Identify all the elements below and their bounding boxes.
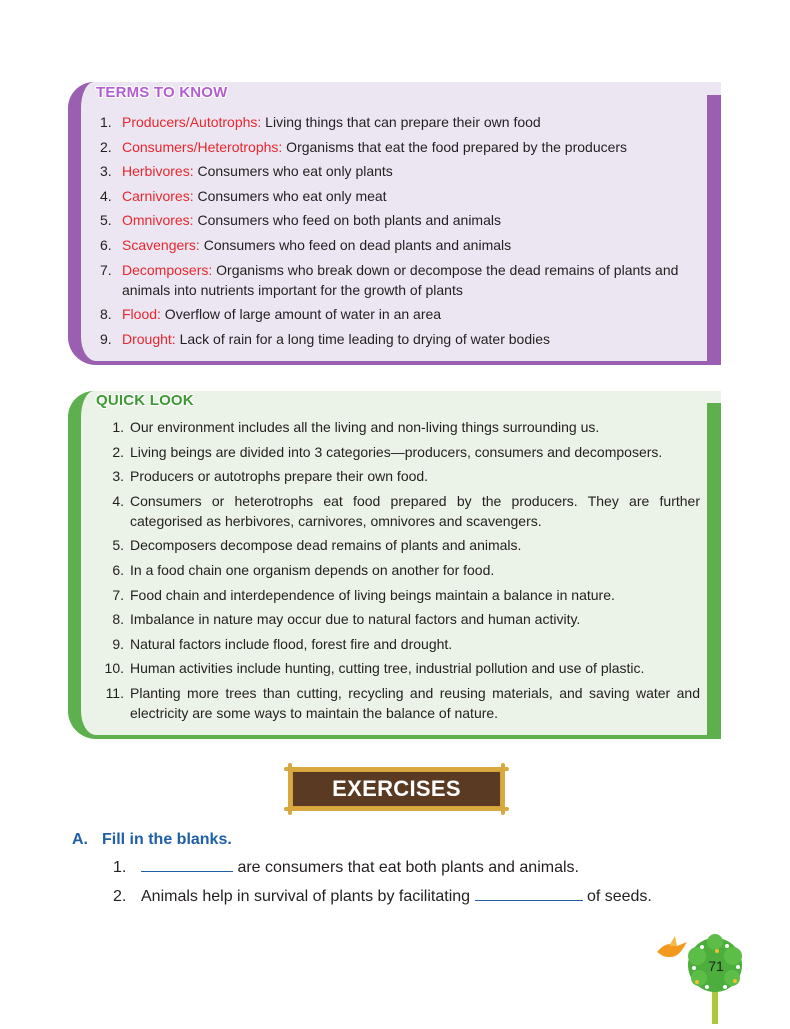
term-definition: Consumers who feed on dead plants and animals	[199, 236, 512, 253]
terms-list	[100, 112, 702, 353]
quick-item: 9. Natural factors include flood, forest fire and drought.	[112, 635, 453, 652]
section-letter: A.	[72, 831, 88, 848]
exercises-title: EXERCISES	[332, 776, 461, 801]
term-definition: Overflow of large amount of water in an area	[160, 306, 442, 323]
term-name: Decomposers:	[122, 261, 213, 278]
term-definition: Living things that can prepare their own food	[261, 114, 541, 130]
term-name: Scavengers:	[122, 236, 200, 253]
quick-item: 3. Producers or autotrophs prepare their own food.	[112, 468, 429, 485]
section-instruction: Fill in the blanks.	[102, 831, 232, 848]
term-item: 4. Carnivores: Consumers who eat only meat	[100, 187, 387, 204]
quick-look-box	[68, 391, 721, 739]
term-item: 2. Consumers/Heterotrophs: Organisms that eat the food prepared by the producers	[100, 138, 628, 155]
quick-heading: QUICK LOOK	[96, 392, 194, 409]
term-item: 1. Producers/Autotrophs: Living things that can prepare their own food	[100, 114, 541, 130]
quick-item: 4. Consumers or heterotrophs eat food prepared by the producers. They are further categorised as herbivores, carnivores, omnivores and scavengers.	[112, 492, 700, 529]
quick-item: 2. Living beings are divided into 3 categories—producers, consumers and decomposers.	[112, 443, 663, 460]
terms-heading: TERMS TO KNOW	[96, 84, 228, 101]
page-number-tree	[655, 932, 755, 1024]
term-definition: Lack of rain for a long time leading to drying of water bodies	[175, 330, 551, 347]
term-item: 3. Herbivores: Consumers who eat only plants	[100, 163, 393, 180]
term-item: 9. Drought: Lack of rain for a long time leading to drying of water bodies	[100, 330, 551, 347]
term-definition: Consumers who eat only plants	[193, 163, 393, 180]
quick-item: 10. Human activities include hunting, cutting tree, industrial pollution and use of plastic.	[104, 660, 645, 677]
quick-right-bar	[707, 403, 721, 739]
tree-icon	[655, 932, 755, 1024]
terms-right-bar	[707, 95, 721, 365]
term-name: Carnivores:	[122, 187, 194, 204]
answer-blank[interactable]	[141, 870, 233, 872]
fill-blank-question-1: 1. are consumers that eat both plants and animals.	[113, 859, 579, 876]
term-item: 8. Flood: Overflow of large amount of water in an area	[100, 306, 442, 323]
term-definition: Consumers who feed on both plants and animals	[193, 212, 501, 229]
term-item: 7. Decomposers: Organisms who break down or decompose the dead remains of plants and animals into nutrients important for the growth of plants	[100, 261, 679, 298]
banner-stick-bottom	[284, 807, 509, 811]
quick-item: 7. Food chain and interdependence of living beings maintain a balance in nature.	[112, 586, 615, 603]
terms-to-know-box	[68, 82, 721, 365]
term-item: 6. Scavengers: Consumers who feed on dead plants and animals	[100, 236, 512, 253]
quick-item: 1. Our environment includes all the living and non-living things surrounding us.	[112, 419, 600, 435]
term-name: Producers/Autotrophs:	[122, 114, 262, 130]
answer-blank[interactable]	[475, 899, 583, 901]
quick-item: 8. Imbalance in nature may occur due to natural factors and human activity.	[112, 611, 581, 628]
quick-item: 11. Planting more trees than cutting, recycling and reusing materials, and saving water and electricity are some ways to maintain the balance of nature.	[105, 684, 700, 721]
term-definition: Organisms that eat the food prepared by the producers	[282, 138, 628, 155]
section-a-heading	[72, 831, 232, 849]
quick-list	[104, 417, 700, 728]
term-name: Herbivores:	[122, 163, 194, 180]
banner-stick-top	[284, 767, 509, 771]
quick-item: 6. In a food chain one organism depends on another for food.	[112, 561, 495, 578]
term-name: Flood:	[122, 306, 161, 323]
term-name: Consumers/Heterotrophs:	[122, 138, 283, 155]
term-item: 5. Omnivores: Consumers who feed on both plants and animals	[100, 212, 501, 229]
fill-blank-question-2: 2. Animals help in survival of plants by facilitating of seeds.	[113, 888, 652, 905]
term-definition: Organisms who break down or decompose the dead remains of plants and animals into nutrients important for the growth of plants	[122, 261, 679, 298]
term-name: Drought:	[122, 330, 176, 347]
term-definition: Consumers who eat only meat	[193, 187, 387, 204]
exercises-banner	[284, 763, 509, 815]
quick-item: 5. Decomposers decompose dead remains of plants and animals.	[112, 537, 522, 554]
term-name: Omnivores:	[122, 212, 194, 229]
page-number: 71	[708, 958, 724, 974]
